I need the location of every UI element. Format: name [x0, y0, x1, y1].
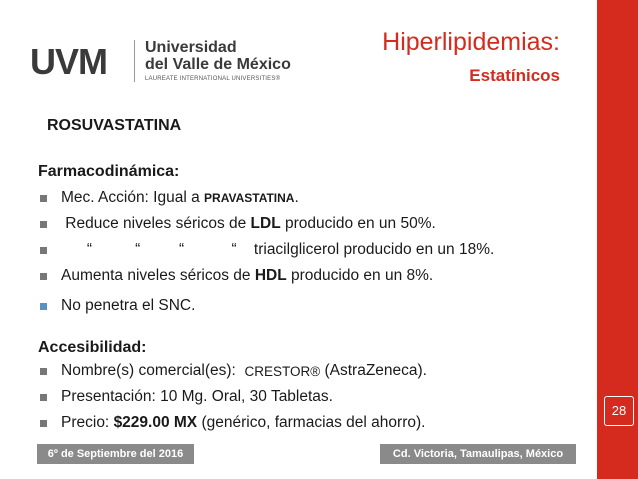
bullet-square-icon — [40, 247, 47, 254]
list-item: Nombre(s) comercial(es): CRESTOR® (AstraZeneca). — [38, 358, 427, 384]
bullet-square-icon — [40, 303, 47, 310]
svg-text:UVM: UVM — [30, 42, 107, 79]
list-item: “ “ “ “ triacilglicerol producido en un 18%. — [38, 237, 494, 263]
logo-valle-line: del Valle de México — [145, 56, 291, 73]
list-item: Presentación: 10 Mg. Oral, 30 Tabletas. — [38, 384, 427, 410]
footer-date: 6º de Septiembre del 2016 — [37, 444, 194, 464]
pharmacodynamics-heading: Farmacodinámica: — [38, 163, 180, 180]
drug-name: ROSUVASTATINA — [47, 117, 182, 134]
list-item: Aumenta niveles séricos de HDL producido en un 8%. — [38, 263, 494, 289]
slide-title: Hiperlipidemias: — [382, 28, 560, 56]
list-item: Reduce niveles séricos de LDL producido en un 50%. — [38, 211, 494, 237]
logo-laureate-line: LAUREATE INTERNATIONAL UNIVERSITIES® — [145, 76, 281, 82]
uvm-logo — [30, 38, 291, 83]
accessibility-list — [38, 358, 427, 436]
logo-divider — [134, 40, 135, 82]
bullet-square-icon — [40, 221, 47, 228]
pharmacodynamics-list — [38, 185, 494, 319]
accessibility-heading: Accesibilidad: — [38, 339, 147, 356]
list-item: Mec. Acción: Igual a PRAVASTATINA . — [38, 185, 494, 211]
footer-location: Cd. Victoria, Tamaulipas, México — [380, 444, 576, 464]
bullet-square-icon — [40, 420, 47, 427]
uvm-logo-mark — [30, 43, 122, 79]
slide-subtitle: Estatínicos — [469, 66, 560, 85]
bullet-square-icon — [40, 368, 47, 375]
list-item: Precio: $229.00 MX (genérico, farmacias del ahorro). — [38, 410, 427, 436]
bullet-square-icon — [40, 273, 47, 280]
page-number: 28 — [604, 396, 634, 426]
logo-university-line: Universidad — [145, 39, 237, 56]
bullet-square-icon — [40, 394, 47, 401]
logo-text — [145, 39, 291, 82]
bullet-square-icon — [40, 195, 47, 202]
list-item: No penetra el SNC. — [38, 293, 494, 319]
